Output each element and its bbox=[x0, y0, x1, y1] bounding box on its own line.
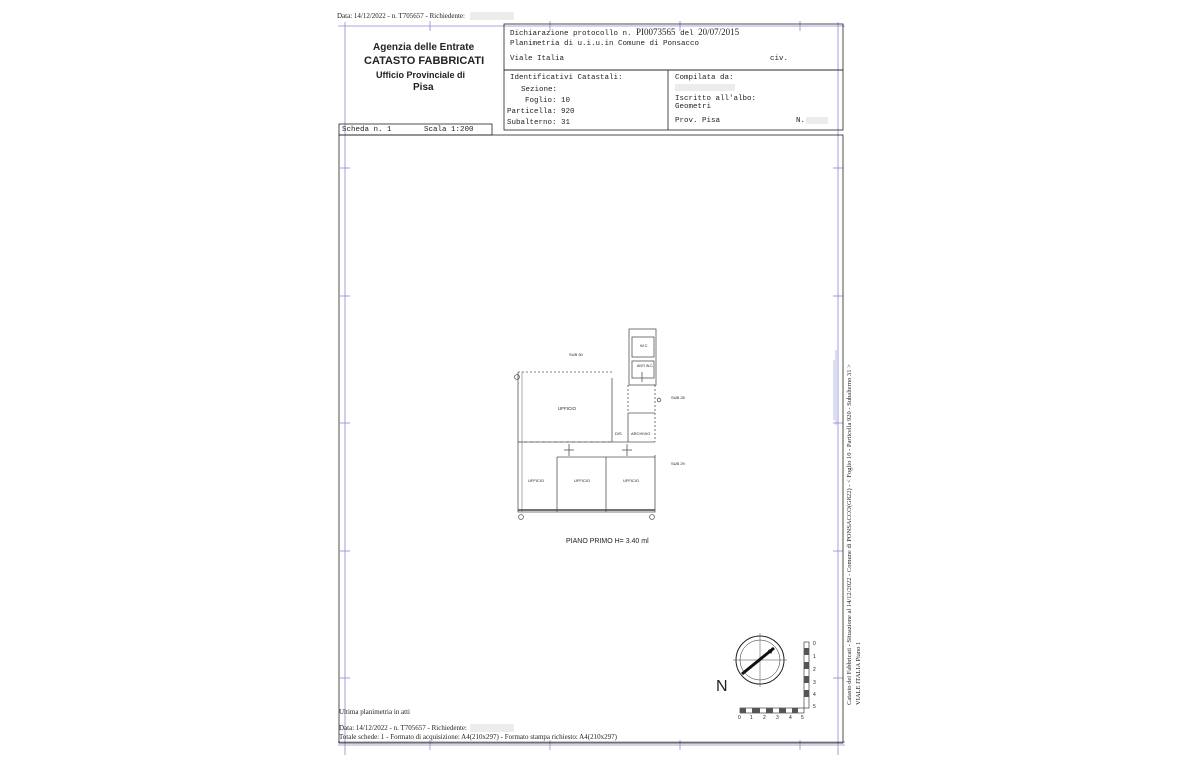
room-sub30: SUB 30 bbox=[569, 352, 583, 357]
n-label: N. bbox=[796, 117, 806, 125]
n-redacted bbox=[806, 117, 828, 124]
room-dis: DIS bbox=[615, 431, 622, 436]
room-wc: W.C. bbox=[640, 343, 649, 348]
room-ufficio-1: UFFICIO bbox=[528, 478, 544, 483]
room-sub28: SUB 28 bbox=[671, 395, 685, 400]
room-anti-wc: ANTI W.C. bbox=[637, 364, 654, 368]
ultima-planimetria: Ultima planimetria in atti bbox=[339, 708, 410, 716]
province-name: Pisa bbox=[413, 82, 434, 93]
compiler-redacted bbox=[675, 84, 735, 91]
crop-frame bbox=[338, 21, 845, 755]
agency-name: Agenzia delle Entrate bbox=[373, 42, 475, 53]
planimetria-line: Planimetria di u.i.u.in Comune di Ponsacco bbox=[510, 40, 700, 48]
floor-plan bbox=[518, 329, 656, 512]
iscritto-label: Iscritto all'albo: bbox=[675, 95, 757, 103]
formato-line: Totale schede: 1 - Formato di acquisizione: A4(210x297) - Formato stampa richiesto: A4(210x297) bbox=[339, 733, 617, 741]
civ-label: civ. bbox=[770, 55, 789, 63]
iscritto-value: Geometri bbox=[675, 103, 712, 111]
bottom-date-line: Data: 14/12/2022 - n. T705657 - Richiedente: bbox=[339, 724, 467, 732]
top-date-line: Data: 14/12/2022 - n. T705657 - Richiedente: bbox=[337, 12, 465, 20]
scala-label: Scala 1:200 bbox=[424, 126, 474, 134]
room-ufficio-2: UFFICIO bbox=[574, 478, 590, 483]
particella-row: Particella: 920 bbox=[507, 108, 575, 116]
room-sub29: SUB 29 bbox=[671, 461, 685, 466]
compilata-title: Compilata da: bbox=[675, 74, 734, 82]
ufficio-provinciale: Ufficio Provinciale di bbox=[376, 70, 466, 80]
compass-icon bbox=[733, 633, 787, 687]
side-situazione: Catasto dei Fabbricati - Situazione al 14/12/2022 - Comune di PONSACCO(G822) - < Foglio 10 - Particella 920 - Subalterno 31 > bbox=[846, 364, 853, 705]
protocol-line: Dichiarazione protocollo n. PI0073565 del 20/07/2015 bbox=[510, 27, 740, 38]
room-archivio: ARCHIVIO bbox=[631, 431, 651, 436]
catasto-fabbricati: CATASTO FABBRICATI bbox=[364, 55, 485, 67]
identificativi-title: Identificativi Catastali: bbox=[510, 74, 623, 82]
subalterno-row: Subalterno: 31 bbox=[507, 119, 571, 127]
foglio-row: Foglio: 10 bbox=[525, 97, 571, 105]
room-ufficio-main: UFFICIO bbox=[558, 406, 576, 411]
bottom-redacted-requester bbox=[470, 724, 514, 732]
side-address: VIALE ITALIA Piano 1 bbox=[855, 641, 862, 705]
plan-caption: PIANO PRIMO H= 3.40 ml bbox=[566, 538, 649, 545]
room-ufficio-3: UFFICIO bbox=[623, 478, 639, 483]
scheda-label: Scheda n. 1 bbox=[342, 126, 392, 134]
prov-label: Prov. Pisa bbox=[675, 117, 721, 125]
sezione-label: Sezione: bbox=[521, 86, 558, 94]
north-label: N bbox=[716, 678, 728, 695]
address: Viale Italia bbox=[510, 55, 565, 63]
